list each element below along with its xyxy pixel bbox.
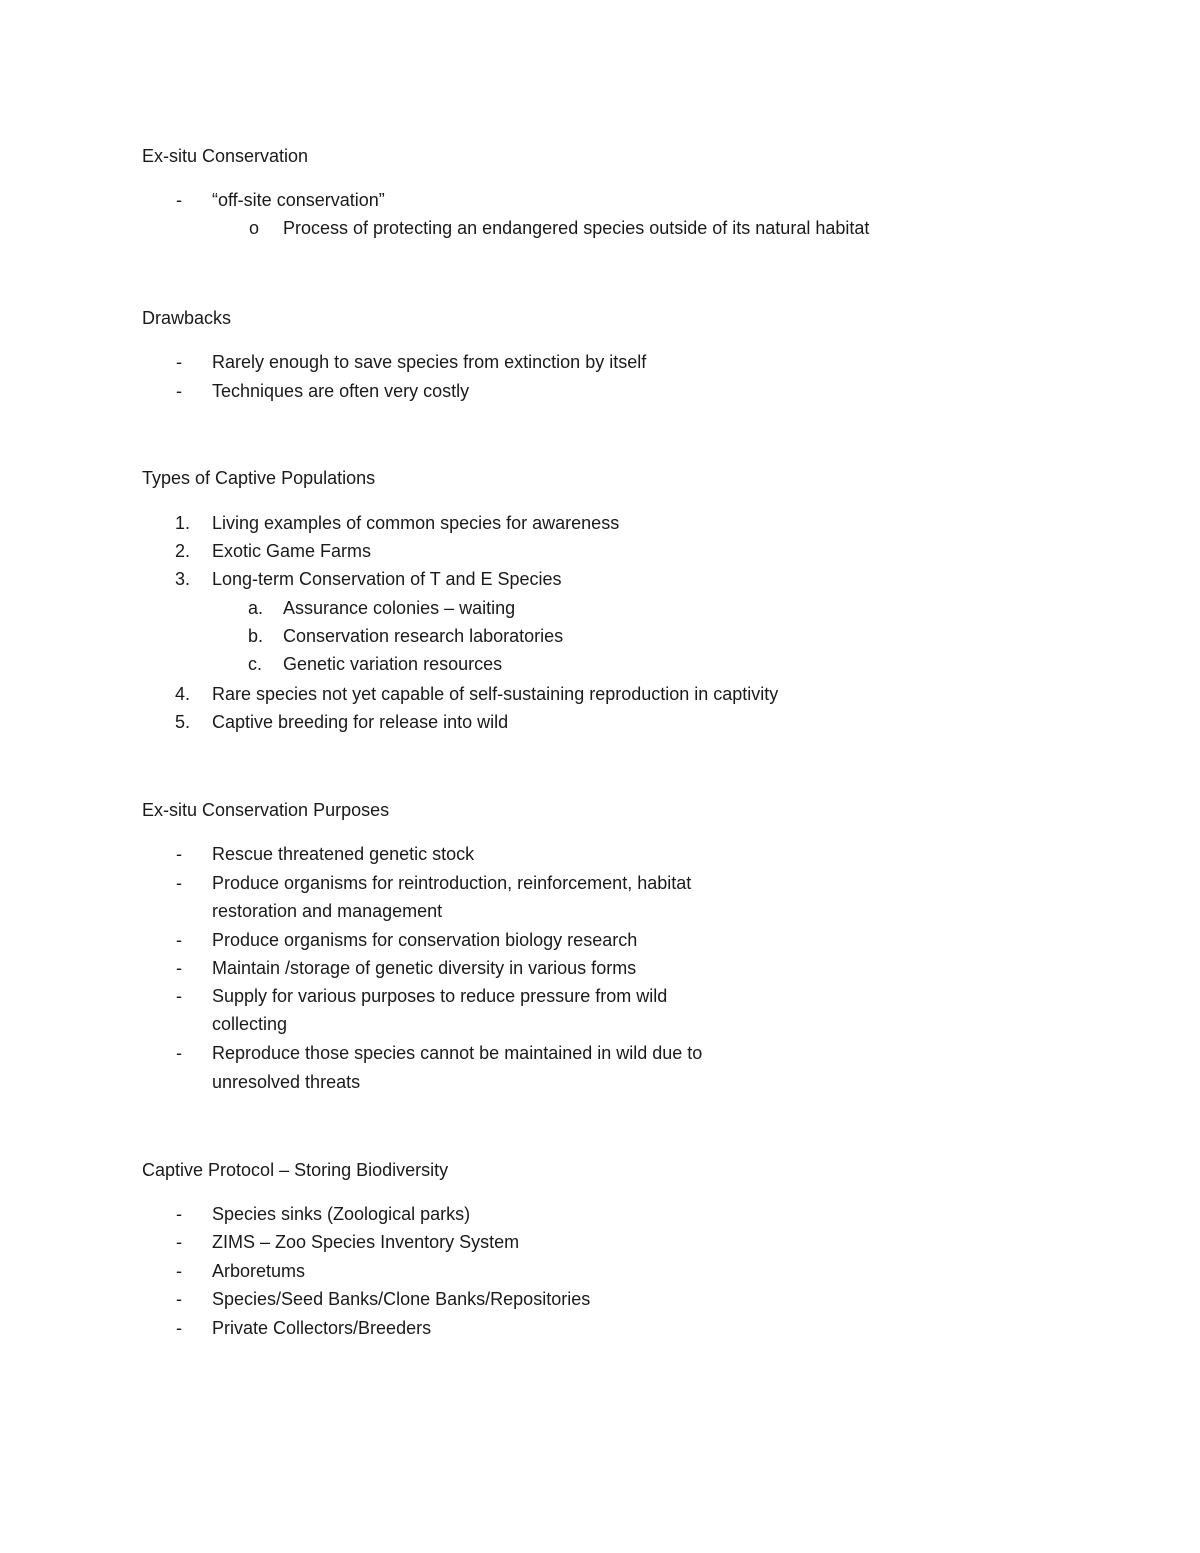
list-item-continuation: collecting [212, 1014, 288, 1034]
list-marker: - [176, 352, 182, 372]
list-item: Maintain /storage of genetic diversity in various forms [212, 958, 637, 978]
list-marker: - [176, 873, 182, 893]
list-item: Produce organisms for reintroduction, reinforcement, habitat [212, 873, 692, 893]
list-marker: - [176, 1318, 182, 1338]
list-marker: c. [248, 654, 263, 674]
list-item: Techniques are often very costly [212, 381, 470, 401]
list-marker: - [176, 1261, 182, 1281]
list-item: Rare species not yet capable of self-sustaining reproduction in captivity [212, 684, 779, 704]
list-marker: - [176, 930, 182, 950]
section-heading-ex-situ-conservation-purposes: Ex-situ Conservation Purposes [142, 800, 390, 820]
list-marker: - [176, 844, 182, 864]
list-item: Rescue threatened genetic stock [212, 844, 475, 864]
section-heading-drawbacks: Drawbacks [142, 308, 232, 328]
list-item-continuation: restoration and management [212, 901, 443, 921]
list-marker: 2. [175, 541, 191, 561]
list-marker: b. [248, 626, 264, 646]
list-item: Species/Seed Banks/Clone Banks/Repositories [212, 1289, 591, 1309]
list-item: Conservation research laboratories [283, 626, 564, 646]
list-marker: - [176, 986, 182, 1006]
section-heading-types-of-captive-populations: Types of Captive Populations [142, 468, 376, 488]
list-marker: o [249, 218, 260, 238]
list-item: Genetic variation resources [283, 654, 503, 674]
list-marker: - [176, 381, 182, 401]
list-marker: - [176, 1289, 182, 1309]
list-item: Process of protecting an endangered species outside of its natural habitat [283, 218, 870, 238]
list-item: Exotic Game Farms [212, 541, 372, 561]
list-item: Long-term Conservation of T and E Species [212, 569, 562, 589]
list-marker: - [176, 1043, 182, 1063]
list-marker: a. [248, 598, 264, 618]
list-marker: - [176, 1204, 182, 1224]
list-item: Arboretums [212, 1261, 306, 1281]
list-item: Supply for various purposes to reduce pressure from wild [212, 986, 668, 1006]
list-item: Produce organisms for conservation biology research [212, 930, 638, 950]
list-marker: 4. [175, 684, 191, 704]
list-marker: - [176, 958, 182, 978]
list-item: ZIMS – Zoo Species Inventory System [212, 1232, 520, 1252]
list-marker: 1. [175, 513, 191, 533]
list-item-continuation: unresolved threats [212, 1072, 361, 1092]
section-heading-captive-protocol: Captive Protocol – Storing Biodiversity [142, 1160, 449, 1180]
list-item: Reproduce those species cannot be maintained in wild due to [212, 1043, 703, 1063]
list-item: “off-site conservation” [212, 190, 385, 210]
list-item: Assurance colonies – waiting [283, 598, 516, 618]
list-marker: 3. [175, 569, 191, 589]
list-item: Rarely enough to save species from extinction by itself [212, 352, 647, 372]
list-marker: - [176, 190, 182, 210]
list-item: Captive breeding for release into wild [212, 712, 509, 732]
list-item: Private Collectors/Breeders [212, 1318, 432, 1338]
section-heading-ex-situ-conservation: Ex-situ Conservation [142, 146, 309, 166]
list-marker: - [176, 1232, 182, 1252]
list-item: Living examples of common species for awareness [212, 513, 620, 533]
list-item: Species sinks (Zoological parks) [212, 1204, 471, 1224]
list-marker: 5. [175, 712, 191, 732]
